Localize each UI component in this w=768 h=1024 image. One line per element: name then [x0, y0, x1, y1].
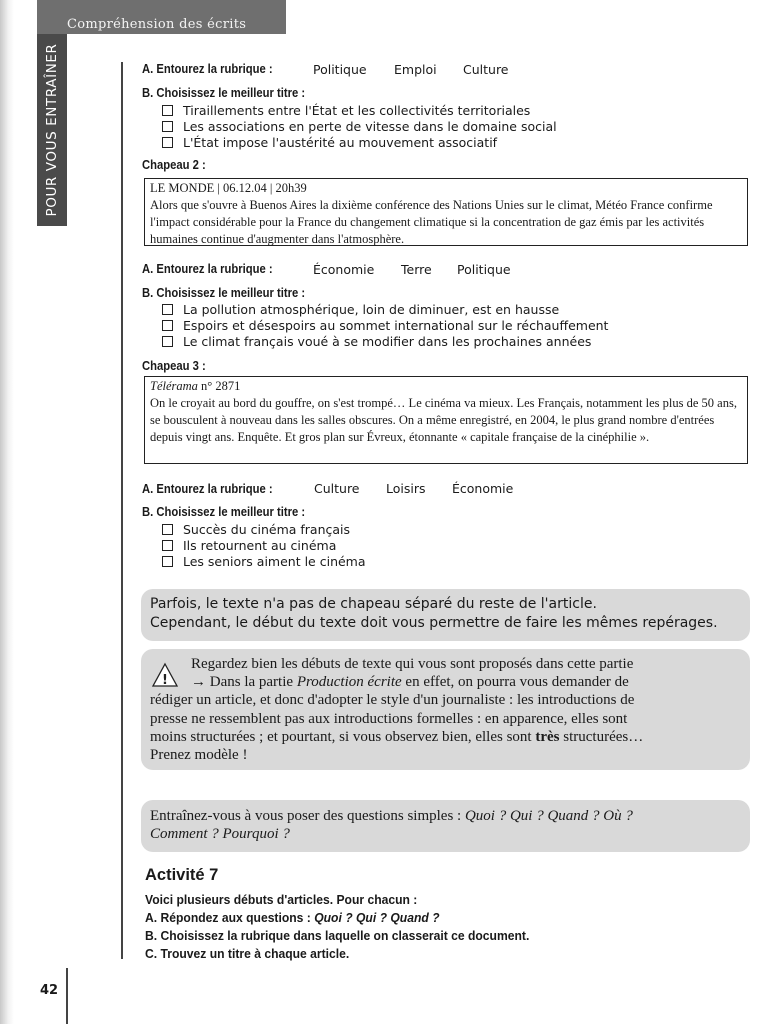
questions-line: Entraînez-vous à vous poser des questions simples : Quoi ? Qui ? Quand ? Où ? — [150, 808, 633, 824]
question-a-label: A. Entourez la rubrique : — [142, 62, 273, 76]
rubrique-option[interactable]: Emploi — [394, 62, 437, 77]
questions-box — [141, 800, 750, 852]
title-choice[interactable]: Ils retournent au cinéma — [162, 537, 366, 553]
question-b-label: B. Choisissez le meilleur titre : — [142, 286, 306, 300]
title-choice[interactable]: L'État impose l'austérité au mouvement associatif — [162, 134, 557, 150]
checkbox[interactable] — [162, 304, 173, 315]
title-choice[interactable]: Espoirs et désespoirs au sommet international sur le réchauffement — [162, 317, 608, 333]
rubrique-option[interactable]: Loisirs — [386, 481, 426, 496]
side-tab — [37, 34, 67, 226]
title-choices — [162, 102, 557, 150]
chapeau-heading: Chapeau 3 : — [142, 359, 206, 373]
source-number: n° 2871 — [197, 379, 241, 393]
title-choice[interactable]: Le climat français voué à se modifier dans les prochaines années — [162, 333, 608, 349]
title-choices — [162, 521, 366, 569]
question-a-label: A. Entourez la rubrique : — [142, 262, 273, 276]
checkbox[interactable] — [162, 524, 173, 535]
article-source: LE MONDE | 06.12.04 | 20h39 — [150, 181, 307, 195]
activity-step-c: C. Trouvez un titre à chaque article. — [145, 946, 350, 961]
warning-box — [141, 649, 750, 770]
checkbox[interactable] — [162, 320, 173, 331]
page-number: 42 — [40, 983, 59, 998]
article-chapeau-text: On le croyait au bord du gouffre, on s'est trompé… Le cinéma va mieux. Les Français, notamment les plus de 50 ans, se bousculent à nouveau dans les salles obscures. On a même enregistré, en 2004, le plus grand nombre d'entrées depuis vingt ans. Enquête. Et gros plan sur Évreux, étonnante « capitale française de la cinéphilie ». — [150, 396, 737, 444]
title-choices — [162, 301, 608, 349]
rubrique-option[interactable]: Économie — [452, 481, 514, 496]
tip-line: Cependant, le début du texte doit vous permettre de faire les mêmes repérages. — [150, 615, 718, 631]
questions-line: Comment ? Pourquoi ? — [150, 826, 290, 843]
question-b-label: B. Choisissez le meilleur titre : — [142, 505, 306, 519]
svg-text:!: ! — [162, 673, 168, 688]
section-title: Compréhension des écrits — [67, 17, 247, 32]
chapeau-heading: Chapeau 2 : — [142, 158, 206, 172]
warning-line: moins structurées ; et pourtant, si vous observez bien, elles sont très structurées… — [150, 728, 644, 745]
checkbox[interactable] — [162, 336, 173, 347]
question-a-label: A. Entourez la rubrique : — [142, 482, 273, 496]
side-tab-label: POUR VOUS ENTRAÎNER — [44, 43, 60, 217]
checkbox[interactable] — [162, 137, 173, 148]
activity-intro: Voici plusieurs débuts d'articles. Pour chacun : — [145, 892, 418, 907]
checkbox[interactable] — [162, 105, 173, 116]
tip-line: Parfois, le texte n'a pas de chapeau séparé du reste de l'article. — [150, 596, 597, 612]
warning-line: Regardez bien les débuts de texte qui vous sont proposés dans cette partie — [191, 656, 634, 672]
question-b-label: B. Choisissez le meilleur titre : — [142, 86, 306, 100]
footer-rule — [66, 968, 68, 1024]
activity-step-b: B. Choisissez la rubrique dans laquelle on classerait ce document. — [145, 928, 530, 943]
article-chapeau-text: Alors que s'ouvre à Buenos Aires la dixième conférence des Nations Unies sur le climat, Météo France confirme l'impact considérable pour la France du changement climatique si la concentration de gaz émis par les activités humaines continue d'augmenter dans l'atmosphère. — [150, 198, 713, 246]
title-choice[interactable]: Les seniors aiment le cinéma — [162, 553, 366, 569]
activity-step-a: A. Répondez aux questions : Quoi ? Qui ? Quand ? — [145, 910, 440, 925]
warning-icon — [151, 662, 179, 688]
tip-box — [141, 589, 750, 641]
rubrique-option[interactable]: Politique — [457, 262, 511, 277]
title-choice[interactable]: La pollution atmosphérique, loin de diminuer, est en hausse — [162, 301, 608, 317]
checkbox[interactable] — [162, 556, 173, 567]
activity-instructions — [145, 891, 563, 963]
warning-line: presse ne ressemblent pas aux introductions formelles : en apparence, elles sont — [150, 710, 628, 727]
activity-title: Activité 7 — [145, 866, 219, 884]
rubrique-option[interactable]: Terre — [401, 262, 432, 277]
margin-rule — [121, 62, 123, 959]
rubrique-option[interactable]: Culture — [463, 62, 509, 77]
title-choice[interactable]: Tiraillements entre l'État et les collectivités territoriales — [162, 102, 557, 118]
checkbox[interactable] — [162, 121, 173, 132]
article-source — [150, 378, 742, 395]
chapeau-frame — [144, 376, 748, 464]
source-title: Télérama — [150, 379, 198, 393]
title-choice[interactable]: Les associations en perte de vitesse dans le domaine social — [162, 118, 557, 134]
section-header-band — [37, 0, 286, 34]
warning-line: rédiger un article, et donc d'adopter le style d'un journaliste : les introductions de — [150, 692, 635, 709]
warning-line: → Dans la partie Production écrite en effet, on pourra vous demander de — [191, 674, 629, 691]
rubrique-option[interactable]: Économie — [313, 262, 375, 277]
checkbox[interactable] — [162, 540, 173, 551]
rubrique-option[interactable]: Politique — [313, 62, 367, 77]
chapeau-frame — [144, 178, 748, 246]
rubrique-option[interactable]: Culture — [314, 481, 360, 496]
title-choice[interactable]: Succès du cinéma français — [162, 521, 366, 537]
warning-line: Prenez modèle ! — [150, 747, 248, 764]
page-binding-shadow — [0, 0, 14, 1024]
